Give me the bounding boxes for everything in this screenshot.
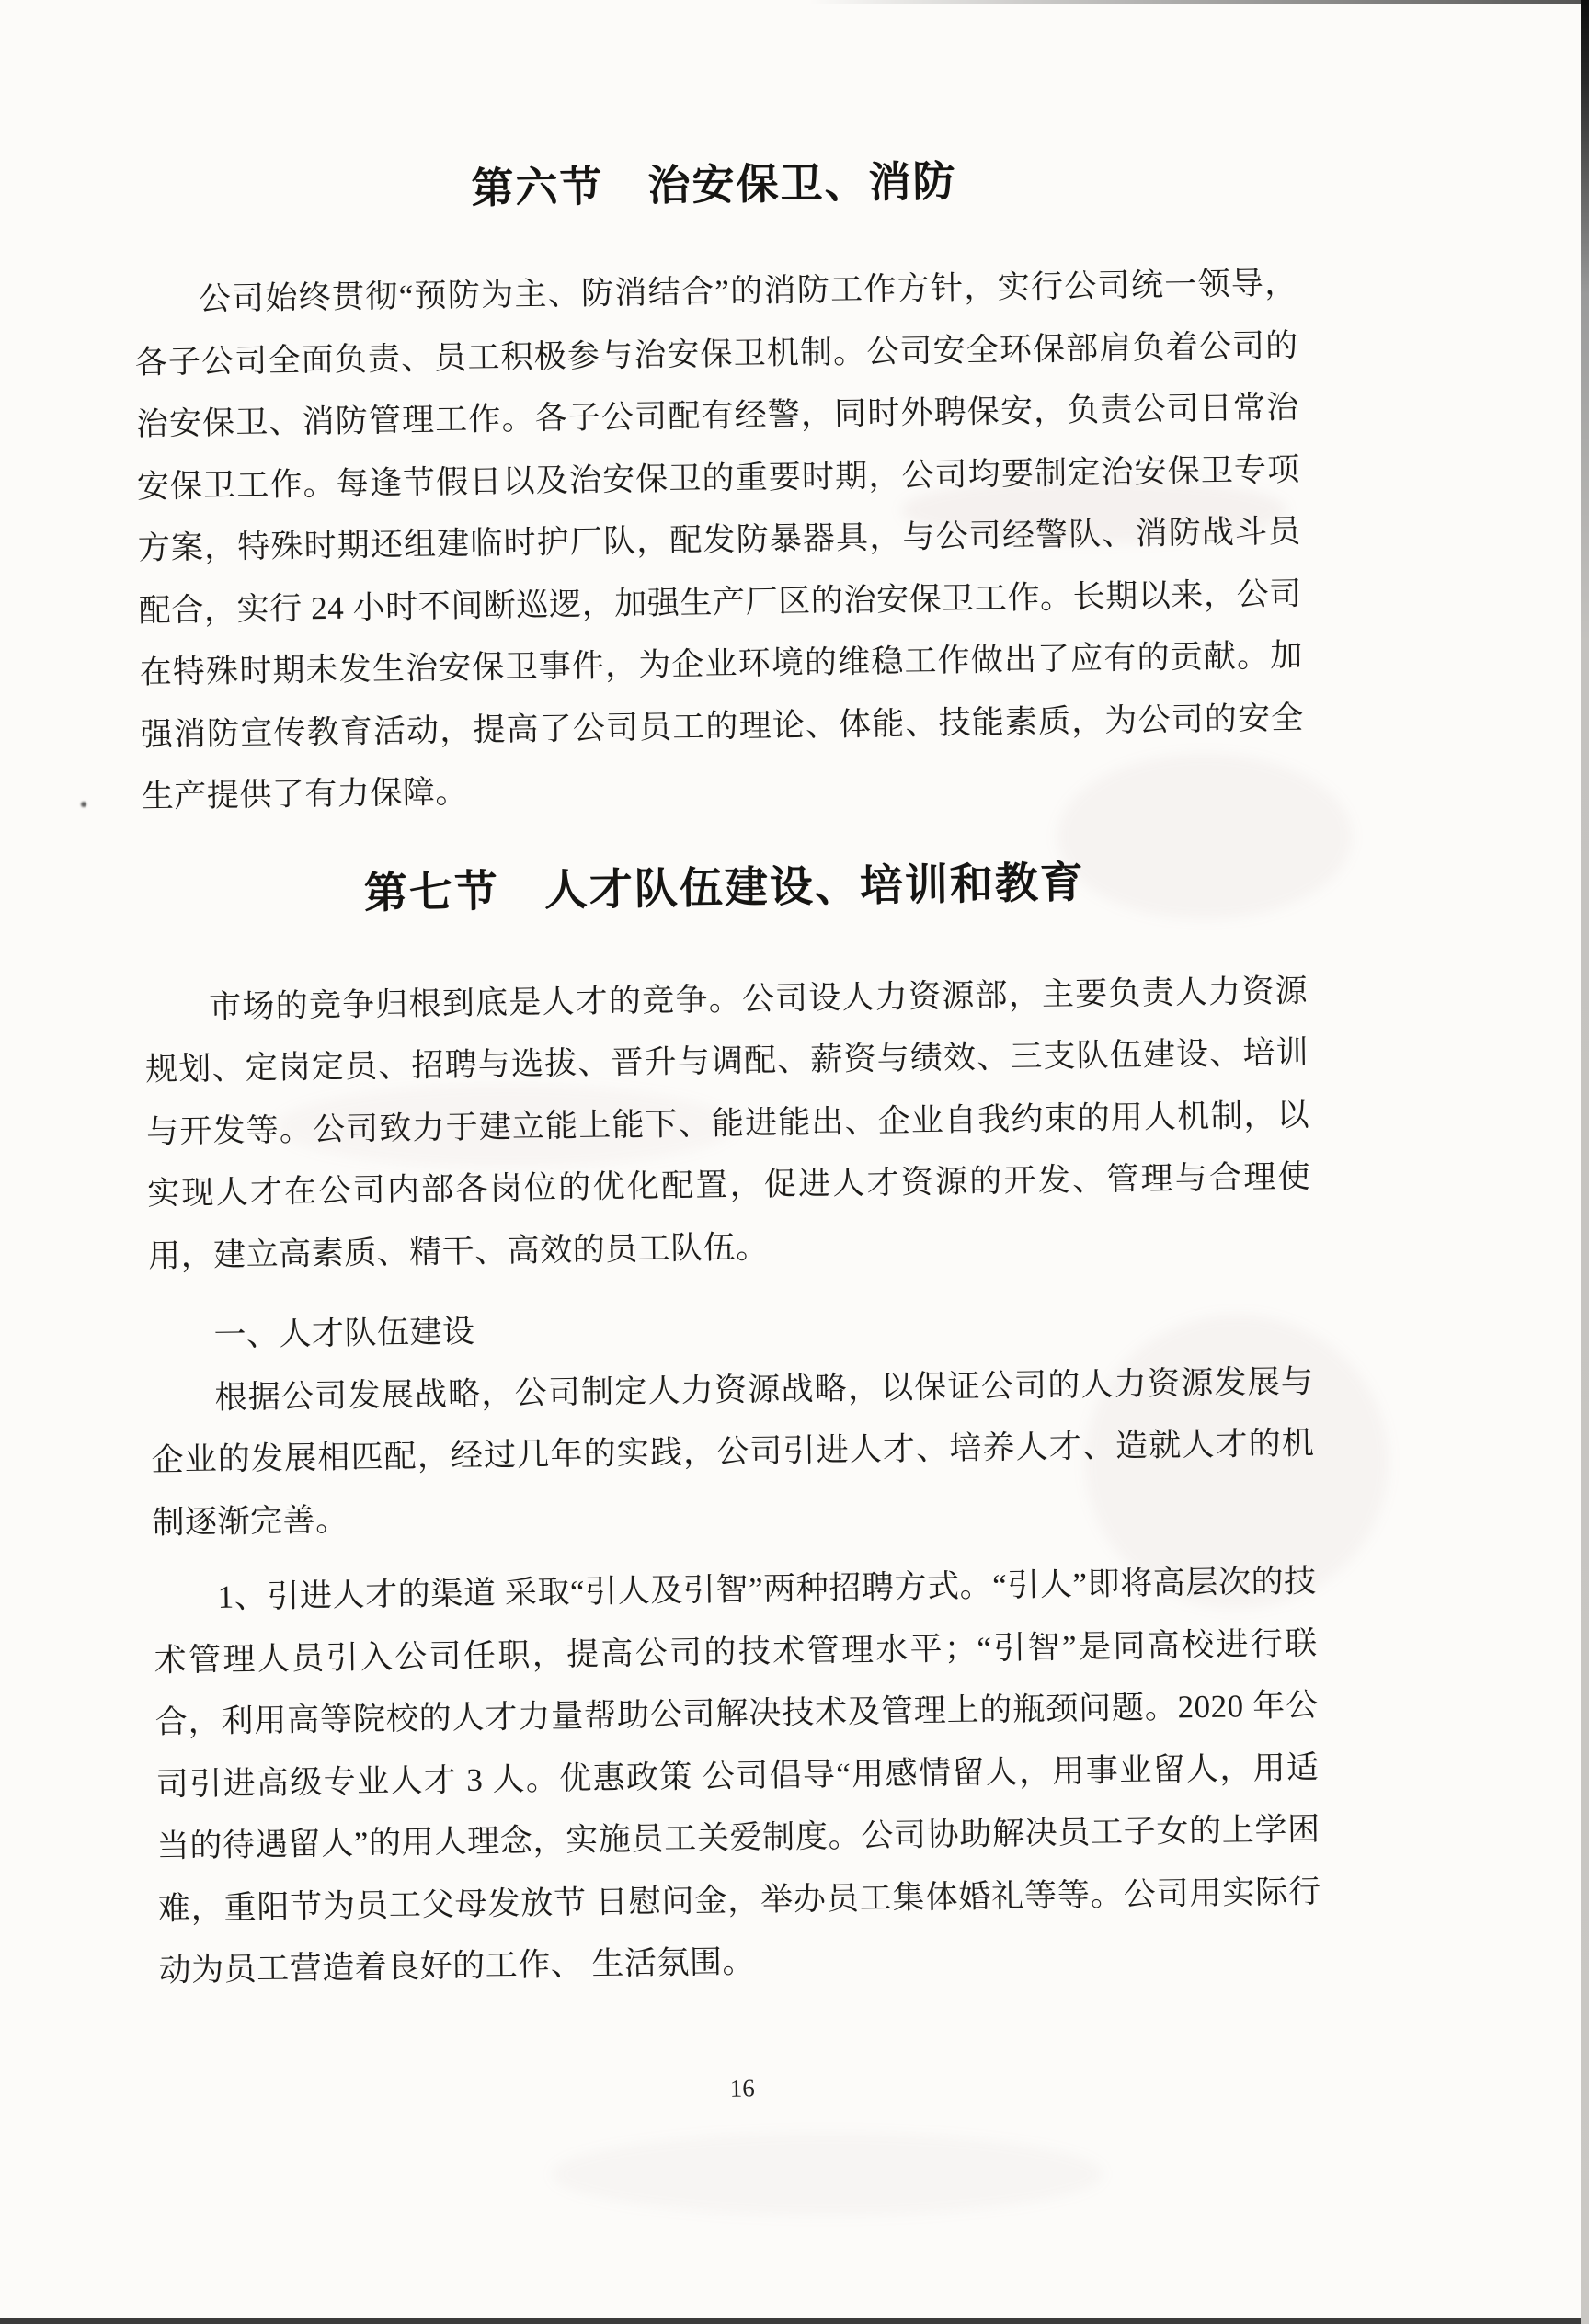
- scan-edge-top: [809, 0, 1589, 4]
- section-7-title: 第七节 人才队伍建设、培训和教育: [363, 859, 1086, 917]
- subheading-talent-team-building: 一、人才队伍建设: [213, 1313, 475, 1353]
- section-7-paragraph-1: 根据公司发展战略，公司制定人力资源战略，以保证公司的人力资源发展与企业的发展相匹配，经过几年的实践，公司引进人才、培养人才、造就人才的机制逐渐完善。: [151, 1362, 1315, 1541]
- scan-edge-right: [1581, 0, 1589, 2324]
- scan-edge-bottom: [0, 2317, 1589, 2324]
- ink-speck: [81, 802, 86, 807]
- scan-artifact: [552, 2133, 1103, 2216]
- section-7-paragraph-2: 1、引进人才的渠道 采取“引人及引智”两种招聘方式。“引人”即将高层次的技术管理人员引入公司任职，提高公司的技术管理水平；“引智”是同高校进行联合，利用高等院校的人才力量帮助公司解决技术及管理上的瓶颈问题。2020 年公司引进高级专业人才 3 人。优惠政策 公司倡导“用感情留人，用事业留人，用适当的待遇留人”的用人理念，实施员工关爱制度。公司协助解决员工子女的上学困难，重阳节为员工父母发放节 日慰问金，举办员工集体婚礼等等。公司用实际行动为员工营造着良好的工作、 生活氛围。: [154, 1563, 1321, 1988]
- page-number: 16: [729, 2073, 755, 2102]
- section-7-intro-paragraph: 市场的竞争归根到底是人才的竞争。公司设人力资源部，主要负责人力资源规划、定岗定员、招聘与选拔、晋升与调配、薪资与绩效、三支队伍建设、培训与开发等。公司致力于建立能上能下、能进能出、企业自我约束的用人机制，以实现人才在公司内部各岗位的优化配置，促进人才资源的开发、管理与合理使用，建立高素质、精干、高效的员工队伍。: [144, 972, 1311, 1274]
- section-6-title: 第六节 治安保卫、消防: [471, 157, 957, 212]
- section-6-paragraph: 公司始终贯彻“预防为主、防消结合”的消防工作方针，实行公司统一领导，各子公司全面负责、员工积极参与治安保卫机制。公司安全环保部肩负着公司的治安保卫、消防管理工作。各子公司配有经警，同时外聘保安，负责公司日常治安保卫工作。每逢节假日以及治安保卫的重要时期，公司均要制定治安保卫专项方案，特殊时期还组建临时护厂队，配发防暴器具，与公司经警队、消防战斗员配合，实行 24 小时不间断巡逻，加强生产厂区的治安保卫工作。长期以来，公司在特殊时期未发生治安保卫事件，为企业环境的维稳工作做出了应有的贡献。加强消防宣传教育活动，提高了公司员工的理论、体能、技能素质，为公司的安全生产提供了有力保障。: [134, 265, 1304, 815]
- page-content: [130, 0, 1324, 2111]
